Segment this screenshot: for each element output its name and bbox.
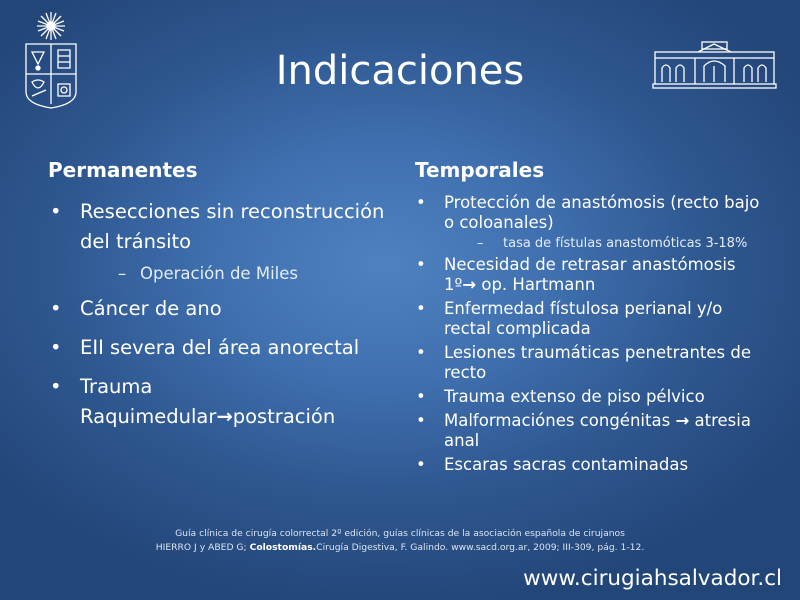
list-item <box>416 255 761 295</box>
item-text: Resecciones sin reconstrucción del tránsito <box>80 200 385 253</box>
arrow-icon: → <box>675 411 690 430</box>
arrow-icon: → <box>216 405 233 428</box>
list-item: • Trauma extenso de piso pélvico <box>416 387 761 407</box>
sublist <box>477 237 761 251</box>
reference-title: Colostomías. <box>249 542 317 553</box>
sublist <box>118 263 400 285</box>
list-item <box>416 193 761 251</box>
list-item <box>50 372 400 432</box>
list-item <box>50 197 400 285</box>
references <box>0 527 800 555</box>
list-item: • Escaras sacras contaminadas <box>416 455 761 475</box>
permanentes-list <box>50 197 400 441</box>
reference-authors: HIERRO J y ABED G; <box>155 542 250 553</box>
slide-title: Indicaciones <box>275 48 525 94</box>
list-item: • Enfermedad fístulosa perianal y/o rectal complicada <box>416 299 761 339</box>
item-text: atresia anal <box>444 411 751 450</box>
list-item: • Cáncer de ano <box>50 294 400 324</box>
temporales-heading: Temporales <box>415 158 545 182</box>
permanentes-heading: Permanentes <box>48 158 198 182</box>
sublist-item: – tasa de fístulas anastomóticas 3-18% <box>477 237 761 251</box>
item-text: Trauma Raquimedular <box>80 375 217 428</box>
item-text: Malformaciónes congénitas <box>444 411 676 430</box>
website-url: www.cirugiahsalvador.cl <box>523 566 782 591</box>
item-text: op. Hartmann <box>476 275 596 294</box>
item-text: Protección de anastómosis (recto bajo o coloanales) <box>444 193 760 232</box>
list-item: • Lesiones traumáticas penetrantes de recto <box>416 343 761 383</box>
list-item: • EII severa del área anorectal <box>50 333 400 363</box>
sublist-item: – Operación de Miles <box>118 263 400 285</box>
list-item <box>416 411 761 451</box>
item-text: postración <box>232 405 336 428</box>
item-text: Necesidad de retrasar anastómosis 1º <box>444 255 736 294</box>
reference-line <box>0 541 800 555</box>
temporales-list <box>416 193 761 479</box>
reference-source: Cirugía Digestiva, F. Galindo. www.sacd.org.ar, 2009; III-309, pág. 1-12. <box>316 542 645 553</box>
reference-line: Guía clínica de cirugía colorrectal 2º edición, guías clínicas de la asociación española de cirujanos <box>175 528 625 539</box>
arrow-icon: → <box>462 275 477 294</box>
